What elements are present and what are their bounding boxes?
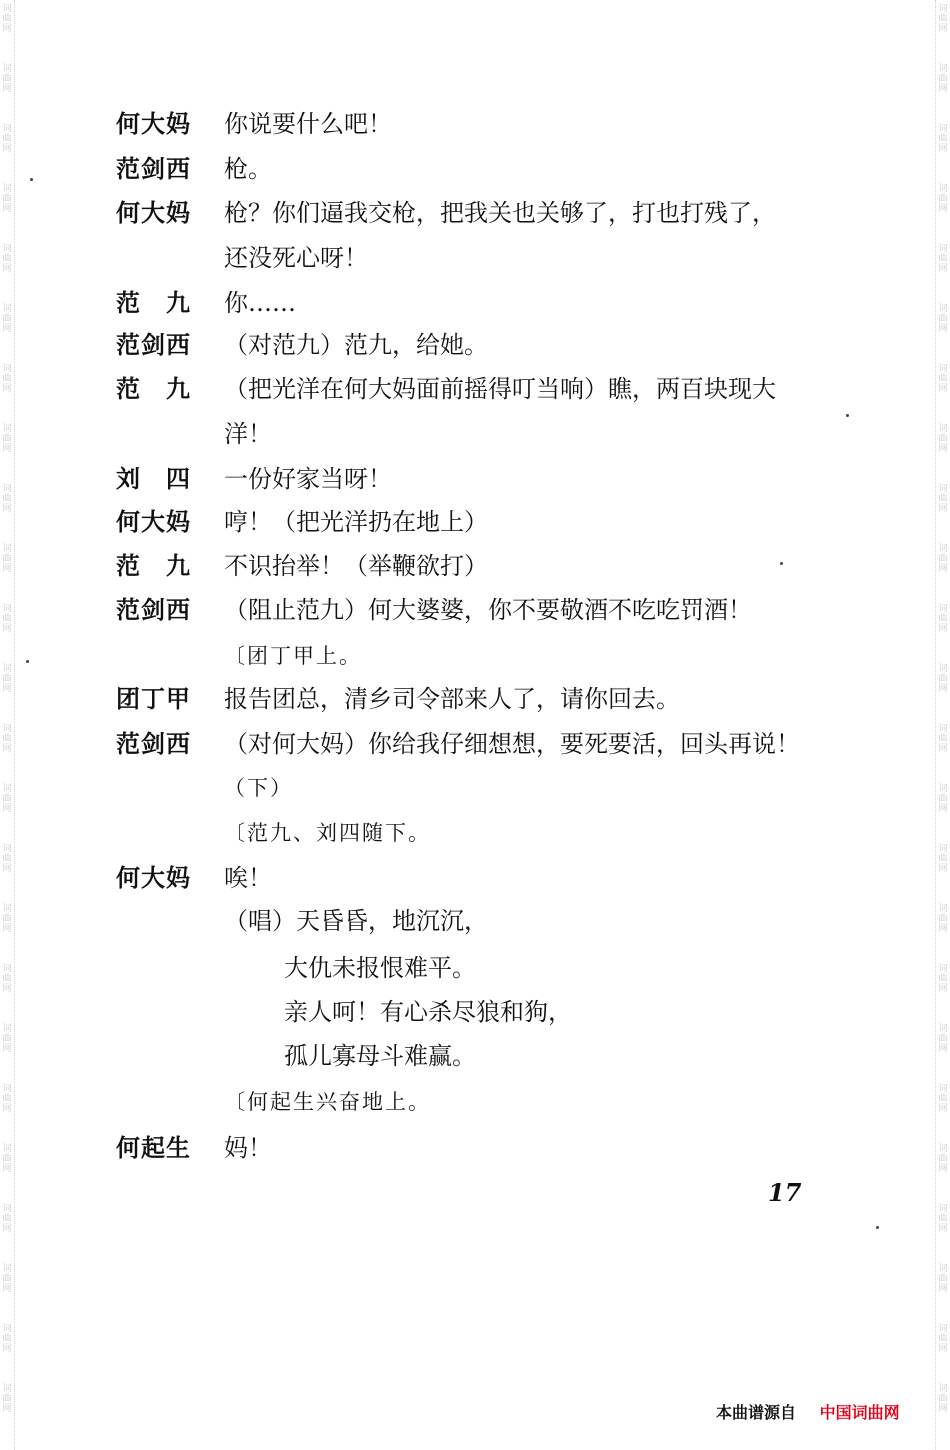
watermark-char: 曲: [2, 614, 12, 624]
stage-direction: 〔团丁甲上。: [224, 644, 362, 668]
watermark-char: 曲: [2, 674, 12, 684]
watermark-char: 曲: [938, 374, 948, 384]
script-line: [0, 813, 950, 853]
script-line: [0, 283, 950, 323]
watermark-char: 曲: [2, 554, 12, 564]
watermark-char: 曲: [2, 854, 12, 864]
watermark-char: 网: [938, 264, 948, 274]
dialogue-text: 还没死心呀！: [224, 244, 368, 272]
script-line: [0, 992, 950, 1032]
watermark-char: 曲: [938, 914, 948, 924]
script-line: [0, 546, 950, 586]
scan-speck: [780, 562, 783, 565]
script-line: [0, 1128, 950, 1168]
watermark-char: 曲: [2, 314, 12, 324]
watermark-char: 词: [938, 304, 948, 314]
watermark-char: 曲: [2, 1334, 12, 1344]
scan-speck: [876, 1226, 879, 1229]
watermark-char: 曲: [2, 1154, 12, 1164]
watermark-char: 曲: [2, 1274, 12, 1284]
watermark-char: 曲: [2, 1394, 12, 1404]
source-credit: [716, 1400, 900, 1423]
watermark-char: 网: [938, 84, 948, 94]
watermark-char: 词: [2, 604, 12, 614]
watermark-char: 网: [938, 24, 948, 34]
watermark-char: 曲: [938, 14, 948, 24]
watermark-char: 词: [2, 304, 12, 314]
watermark-char: 网: [2, 384, 12, 394]
watermark-char: 网: [2, 1164, 12, 1174]
speaker-name: 范 九: [116, 552, 191, 580]
watermark-char: 网: [938, 1404, 948, 1414]
source-site-link[interactable]: 中国词曲网: [819, 1403, 900, 1422]
watermark-char: 曲: [2, 434, 12, 444]
watermark-char: 曲: [938, 74, 948, 84]
watermark-char: 网: [938, 1224, 948, 1234]
watermark-char: 词: [938, 64, 948, 74]
watermark-char: 网: [938, 1044, 948, 1054]
watermark-char: 词: [938, 1024, 948, 1034]
dialogue-text: 孤儿寡母斗难赢。: [284, 1042, 476, 1070]
script-line: [0, 325, 950, 365]
watermark-char: 曲: [938, 1154, 948, 1164]
dialogue-text: 唉！: [224, 864, 272, 892]
watermark-char: 词: [938, 244, 948, 254]
script-line: [0, 590, 950, 630]
source-prefix: 本曲谱源自: [716, 1403, 797, 1422]
speaker-name: 范剑西: [116, 155, 191, 183]
speaker-name: 何大妈: [116, 199, 191, 227]
watermark-char: 词: [2, 784, 12, 794]
watermark-char: 曲: [938, 614, 948, 624]
watermark-char: 词: [2, 1144, 12, 1154]
watermark-char: 词: [938, 784, 948, 794]
watermark-char: 网: [2, 984, 12, 994]
watermark-char: 网: [938, 384, 948, 394]
watermark-char: 曲: [2, 794, 12, 804]
watermark-char: 词: [938, 904, 948, 914]
script-line: [0, 1036, 950, 1076]
dialogue-text: 大仇未报恨难平。: [284, 954, 476, 982]
watermark-char: 网: [938, 984, 948, 994]
watermark-char: 词: [2, 1384, 12, 1394]
watermark-char: 曲: [938, 134, 948, 144]
watermark-char: 词: [938, 604, 948, 614]
watermark-char: 词: [2, 1264, 12, 1274]
watermark-char: 网: [938, 564, 948, 574]
watermark-char: 曲: [938, 734, 948, 744]
watermark-char: 词: [2, 844, 12, 854]
watermark-char: 曲: [938, 554, 948, 564]
watermark-char: 曲: [2, 254, 12, 264]
watermark-char: 曲: [938, 794, 948, 804]
watermark-char: 网: [2, 1404, 12, 1414]
watermark-char: 曲: [2, 134, 12, 144]
watermark-char: 曲: [938, 1214, 948, 1224]
watermark-char: 曲: [938, 494, 948, 504]
dialogue-text: 你说要什么吧！: [224, 110, 392, 138]
watermark-char: 网: [2, 324, 12, 334]
watermark-char: 词: [938, 724, 948, 734]
watermark-char: 网: [2, 204, 12, 214]
dialogue-text: 报告团总，清乡司令部来人了，请你回去。: [224, 685, 680, 713]
dialogue-text: （把光洋在何大妈面前摇得叮当响）瞧，两百块现大: [224, 375, 776, 403]
watermark-char: 曲: [2, 14, 12, 24]
watermark-char: 词: [938, 1324, 948, 1334]
watermark-char: 网: [2, 144, 12, 154]
watermark-char: 词: [938, 1384, 948, 1394]
watermark-char: 网: [938, 444, 948, 454]
script-line: [0, 679, 950, 719]
dialogue-text: （阻止范九）何大婆婆，你不要敬酒不吃吃罚酒！: [224, 596, 752, 624]
watermark-char: 词: [938, 1204, 948, 1214]
speaker-name: 范 九: [116, 289, 191, 317]
watermark-char: 词: [938, 844, 948, 854]
watermark-char: 网: [2, 1044, 12, 1054]
speaker-name: 何大妈: [116, 110, 191, 138]
watermark-char: 网: [2, 744, 12, 754]
watermark-char: 曲: [2, 374, 12, 384]
script-line: [0, 459, 950, 499]
watermark-char: 网: [938, 1104, 948, 1114]
watermark-char: 网: [938, 924, 948, 934]
watermark-char: 网: [2, 84, 12, 94]
watermark-char: 词: [2, 4, 12, 14]
watermark-char: 词: [2, 1024, 12, 1034]
watermark-char: 词: [938, 184, 948, 194]
watermark-char: 网: [2, 924, 12, 934]
watermark-char: 曲: [2, 194, 12, 204]
dialogue-text: （对何大妈）你给我仔细想想，要死要活，回头再说！: [224, 730, 800, 758]
watermark-char: 曲: [938, 314, 948, 324]
watermark-char: 网: [938, 1344, 948, 1354]
watermark-char: 曲: [2, 974, 12, 984]
watermark-char: 曲: [2, 1214, 12, 1224]
watermark-char: 网: [2, 24, 12, 34]
watermark-char: 词: [2, 964, 12, 974]
script-line: [0, 948, 950, 988]
script-line: [0, 502, 950, 542]
dialogue-text: 洋！: [224, 420, 272, 448]
watermark-char: 曲: [938, 434, 948, 444]
watermark-char: 网: [2, 1104, 12, 1114]
watermark-char: 词: [938, 4, 948, 14]
watermark-char: 曲: [938, 1034, 948, 1044]
watermark-char: 词: [2, 1324, 12, 1334]
watermark-char: 词: [2, 184, 12, 194]
dialogue-text: 你……: [224, 289, 296, 317]
speaker-name: 范剑西: [116, 331, 191, 359]
stage-direction: 〔范九、刘四随下。: [224, 821, 431, 845]
watermark-char: 词: [2, 64, 12, 74]
page-number: 17: [768, 1178, 802, 1207]
script-line: [0, 636, 950, 676]
dialogue-text: 不识抬举！（举鞭欲打）: [224, 552, 488, 580]
watermark-char: 网: [2, 1344, 12, 1354]
watermark-char: 词: [2, 1084, 12, 1094]
dialogue-text: 亲人呵！有心杀尽狼和狗，: [284, 998, 572, 1026]
watermark-char: 网: [938, 144, 948, 154]
watermark-char: 网: [2, 684, 12, 694]
stage-direction: （下）: [224, 776, 293, 800]
watermark-char: 曲: [2, 1094, 12, 1104]
watermark-char: 曲: [938, 254, 948, 264]
watermark-char: 曲: [938, 974, 948, 984]
script-line: [0, 1082, 950, 1122]
dialogue-text: 枪？你们逼我交枪，把我关也关够了，打也打残了，: [224, 199, 776, 227]
watermark-char: 网: [2, 804, 12, 814]
watermark-char: 曲: [938, 854, 948, 864]
watermark-char: 曲: [938, 1094, 948, 1104]
speaker-name: 何大妈: [116, 864, 191, 892]
watermark-char: 网: [2, 264, 12, 274]
script-line: [0, 901, 950, 941]
watermark-char: 网: [938, 1284, 948, 1294]
stage-direction: 〔何起生兴奋地上。: [224, 1090, 431, 1114]
watermark-char: 词: [2, 664, 12, 674]
scan-speck: [30, 178, 33, 181]
watermark-char: 词: [2, 364, 12, 374]
watermark-char: 网: [2, 504, 12, 514]
watermark-char: 词: [2, 544, 12, 554]
watermark-char: 网: [2, 624, 12, 634]
watermark-char: 网: [2, 864, 12, 874]
speaker-name: 何大妈: [116, 508, 191, 536]
speaker-name: 范剑西: [116, 596, 191, 624]
dialogue-text: （对范九）范九，给她。: [224, 331, 488, 359]
watermark-char: 曲: [2, 734, 12, 744]
watermark-char: 词: [2, 904, 12, 914]
watermark-char: 曲: [938, 1394, 948, 1404]
watermark-char: 词: [938, 664, 948, 674]
watermark-char: 网: [938, 204, 948, 214]
dialogue-text: 哼！（把光洋扔在地上）: [224, 508, 488, 536]
dialogue-text: 枪。: [224, 155, 272, 183]
dialogue-text: （唱）天昏昏，地沉沉，: [224, 907, 488, 935]
watermark-char: 网: [2, 444, 12, 454]
watermark-char: 词: [2, 1204, 12, 1214]
watermark-char: 网: [938, 744, 948, 754]
watermark-char: 网: [2, 1284, 12, 1294]
watermark-char: 词: [938, 1144, 948, 1154]
watermark-char: 词: [938, 424, 948, 434]
script-line: [0, 724, 950, 764]
scan-speck: [26, 660, 29, 663]
watermark-char: 网: [938, 864, 948, 874]
script-line: [0, 369, 950, 409]
watermark-char: 词: [938, 1084, 948, 1094]
speaker-name: 何起生: [116, 1134, 191, 1162]
watermark-char: 曲: [938, 674, 948, 684]
speaker-name: 范 九: [116, 375, 191, 403]
watermark-char: 词: [2, 724, 12, 734]
watermark-char: 曲: [2, 1034, 12, 1044]
watermark-char: 网: [938, 684, 948, 694]
watermark-char: 网: [938, 1164, 948, 1174]
watermark-char: 曲: [2, 74, 12, 84]
dialogue-text: 一份好家当呀！: [224, 465, 392, 493]
watermark-char: 曲: [2, 914, 12, 924]
watermark-char: 曲: [938, 1334, 948, 1344]
watermark-char: 词: [938, 364, 948, 374]
watermark-char: 网: [938, 624, 948, 634]
watermark-char: 词: [2, 424, 12, 434]
watermark-char: 词: [938, 544, 948, 554]
scan-speck: [846, 414, 849, 417]
watermark-char: 词: [938, 484, 948, 494]
speaker-name: 团丁甲: [116, 685, 191, 713]
watermark-char: 词: [2, 484, 12, 494]
watermark-char: 曲: [938, 194, 948, 204]
script-line: [0, 238, 950, 278]
script-line: [0, 414, 950, 454]
watermark-char: 词: [938, 964, 948, 974]
watermark-char: 词: [938, 124, 948, 134]
watermark-char: 网: [2, 1224, 12, 1234]
script-line: [0, 104, 950, 144]
watermark-char: 曲: [938, 1274, 948, 1284]
watermark-char: 网: [2, 564, 12, 574]
watermark-char: 曲: [2, 494, 12, 504]
watermark-char: 词: [2, 124, 12, 134]
watermark-char: 网: [938, 804, 948, 814]
script-line: [0, 768, 950, 808]
watermark-char: 网: [938, 504, 948, 514]
script-line: [0, 193, 950, 233]
speaker-name: 刘 四: [116, 465, 191, 493]
script-line: [0, 149, 950, 189]
watermark-char: 词: [938, 1264, 948, 1274]
watermark-char: 词: [2, 244, 12, 254]
speaker-name: 范剑西: [116, 730, 191, 758]
watermark-char: 网: [938, 324, 948, 334]
script-line: [0, 858, 950, 898]
dialogue-text: 妈！: [224, 1134, 272, 1162]
